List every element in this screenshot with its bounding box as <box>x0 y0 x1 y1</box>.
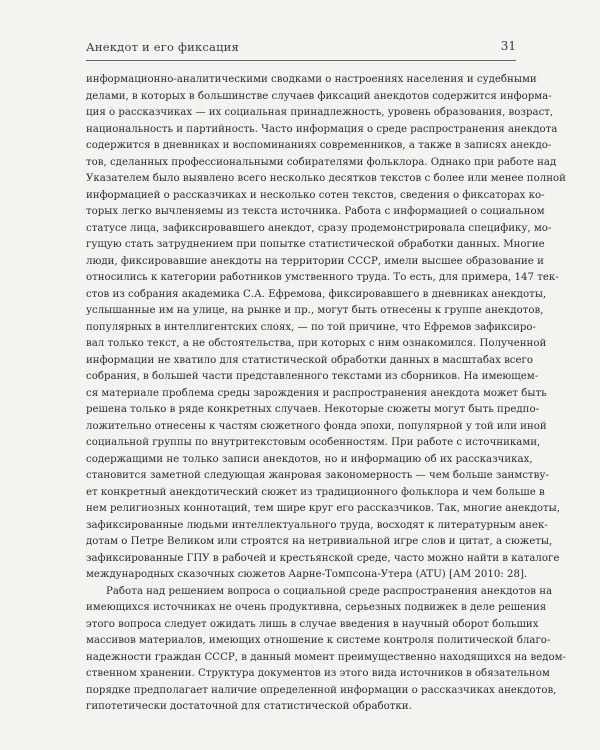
text-line: имеющихся источниках не очень продуктивна, серьезных подвижек в деле решения <box>86 602 547 613</box>
header-rule <box>86 60 516 61</box>
paragraph <box>86 72 566 584</box>
running-header <box>86 40 516 58</box>
text-line: вал только текст, а не обстоятельства, при которых с ним ознакомился. Полученной <box>86 338 547 349</box>
text-line: нем религиозных коннотаций, тем шире круг его рассказчиков. Так, многие анекдоты, <box>86 503 560 514</box>
text-line: содержащими не только записи анекдотов, но и информацию об их рассказчиках, <box>86 453 533 465</box>
text-line: ственном хранении. Структура документов из этого вида источников в обязательном <box>86 668 550 679</box>
text-line: гущую стать затруднением при попытке статистической обработки данных. Многие <box>86 239 545 250</box>
text-line: международных сказочных сюжетов Аарне-Томпсона-Утера (ATU) [АМ 2010: 28]. <box>86 569 528 580</box>
text-line: ет конкретный анекдотический сюжет из традиционного фольклора и чем больше в <box>86 486 545 498</box>
text-line: зафиксированные людьми интеллектуального труда, восходят к литературным анек- <box>86 519 548 531</box>
text-line: социальной группы по внутритекстовым особенностям. При работе с источниками, <box>86 437 541 448</box>
text-line: ся материале проблема среды зарождения и распространения анекдота может быть <box>86 387 547 399</box>
paragraphs <box>86 72 567 716</box>
text-line: тов, сделанных профессиональными собирателями фольклора. Однако при работе над <box>86 156 557 168</box>
text-line: собрания, в большей части представленного текстами из сборников. На имеющем- <box>86 371 539 382</box>
page-number: 31 <box>500 39 516 53</box>
text-line: информации не хватило для статистической обработки данных в масштабах всего <box>86 354 534 366</box>
text-line: относились к категории работников умственного труда. То есть, для примера, 147 тек- <box>86 272 559 283</box>
text-line: торых легко вычленяемы из текста источника. Работа с информацией о социальном <box>86 206 545 217</box>
text-line: стов из собрания академика С.А. Ефремова, фиксировавшего в дневниках анекдоты, <box>86 288 547 300</box>
text-line: ция о рассказчиках — их социальная принадлежность, уровень образования, возраст, <box>86 107 554 118</box>
text-line: гипотетически достаточной для статистической обработки. <box>86 701 412 712</box>
text-line: становится заметной следующая жанровая закономерность — чем больше заимству- <box>86 470 549 481</box>
text-line: содержится в дневниках и воспоминаниях современников, а также в записях анекдо- <box>86 140 552 151</box>
text-line: ложительно отнесены к частям сюжетного фонда эпохи, популярной у той или иной <box>86 420 547 432</box>
text-line: информационно-аналитическими сводками о настроениях населения и судебными <box>86 74 537 85</box>
text-line: массивов материалов, имеющих отношение к системе контроля политической благо- <box>86 635 551 646</box>
text-line: порядке предполагает наличие определенной информации о рассказчиках анекдотов, <box>86 684 557 696</box>
text-line: дотам о Петре Великом или строятся на нетривиальной игре слов и цитат, а сюжеты, <box>86 536 553 547</box>
text-line: информацией о рассказчиках и несколько сотен текстов, сведения о фиксаторах ко- <box>86 189 545 201</box>
text-line: зафиксированные ГПУ в рабочей и крестьянской среде, часто можно найти в каталоге <box>86 552 560 564</box>
text-line: услышанные им на улице, на рынке и пр., могут быть отнесены к группе анекдотов, <box>86 305 544 316</box>
text-line: популярных в интеллигентских слоях, — по той причине, что Ефремов зафиксиро- <box>86 321 536 333</box>
text-line: Работа над решением вопроса о социальной среде распространения анекдотов на <box>106 585 553 597</box>
running-title: Анекдот и его фиксация <box>86 40 239 54</box>
body-text <box>86 72 567 716</box>
text-line: решена только в ряде конкретных случаев. Некоторые сюжеты могут быть предпо- <box>86 404 540 415</box>
text-line: национальность и партийность. Часто информация о среде распространения анекдота <box>86 123 558 135</box>
text-line: этого вопроса следует ожидать лишь в случае введения в научный оборот больших <box>86 618 539 630</box>
text-line: надежности граждан СССР, в данный момент преимущественно находящихся на ведом- <box>86 651 567 663</box>
paragraph <box>86 584 567 716</box>
text-line: люди, фиксировавшие анекдоты на территории СССР, имели высшее образование и <box>86 255 544 267</box>
text-line: Указателем было выявлено всего несколько десятков текстов с более или менее полной <box>86 173 566 184</box>
text-line: статусе лица, зафиксировавшего анекдот, сразу продемонстрировала специфику, мо- <box>86 222 552 234</box>
text-line: делами, в которых в большинстве случаев фиксаций анекдотов содержится информа- <box>86 90 552 102</box>
